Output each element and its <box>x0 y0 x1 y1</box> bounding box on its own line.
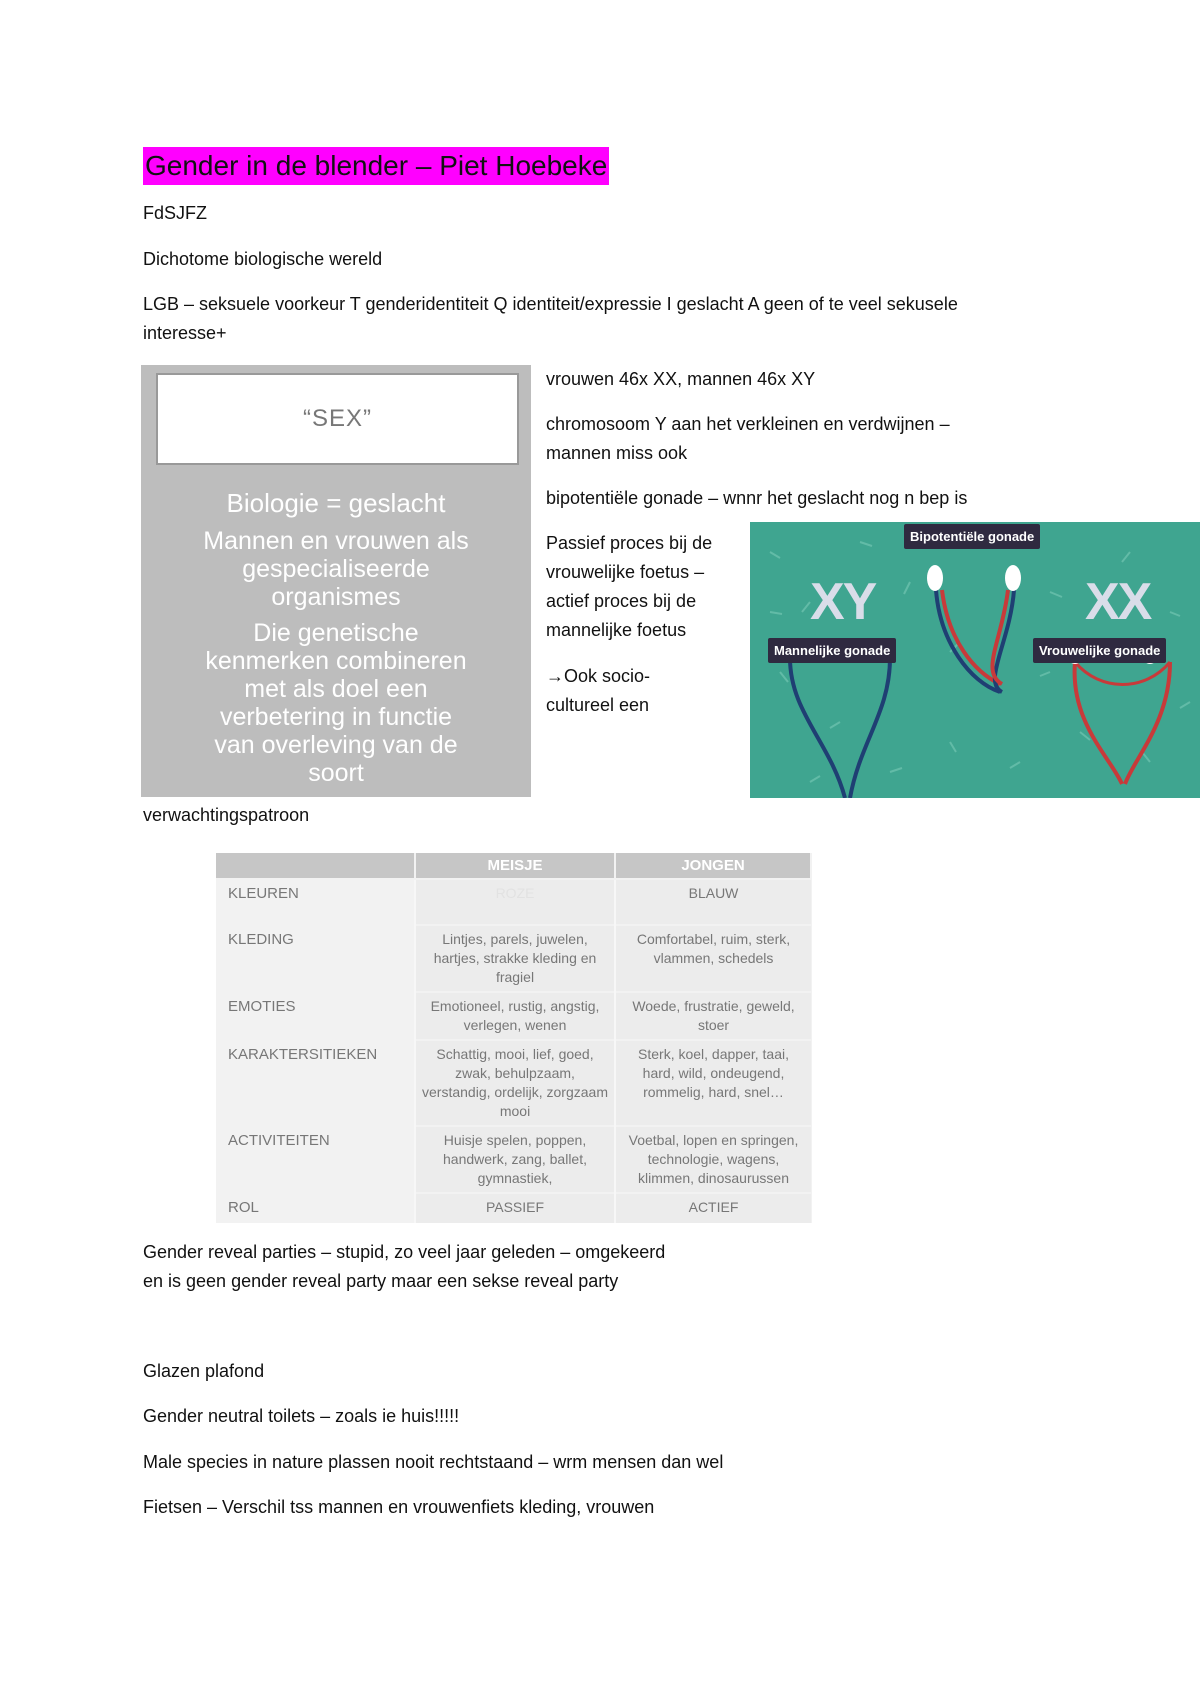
row-label: EMOTIES <box>216 992 415 1040</box>
label-bipotential: Bipotentiële gonade <box>904 524 1040 549</box>
line-process-1: Passief proces bij de <box>546 533 713 553</box>
row-label: KLEDING <box>216 925 415 992</box>
xy-chromosomes: XY <box>810 573 876 631</box>
table-row <box>216 1126 811 1193</box>
gender-stereotype-table <box>216 853 812 1223</box>
slide-body-1: Mannen en vrouwen als gespecialiseerde organismes <box>203 527 469 611</box>
table-header-row <box>216 853 811 879</box>
cell-jongen: Comfortabel, ruim, sterk, vlammen, schedels <box>615 925 811 992</box>
cell-meisje: Lintjes, parels, juwelen, hartjes, strakke kleding en fragiel <box>415 925 615 992</box>
xx-chromosomes: XX <box>1085 573 1151 631</box>
table-row <box>216 925 811 992</box>
line-lgbtqia-2: interesse+ <box>143 323 227 343</box>
line-lgbtqia-1: LGB – seksuele voorkeur T genderidentiteit Q identiteit/expressie I geslacht A geen of te veel sekusele <box>143 294 958 314</box>
line-chromosome-y-1: chromosoom Y aan het verkleinen en verdwijnen – <box>546 414 950 434</box>
line-socio-2: cultureel een <box>546 695 650 715</box>
line-chromosome-y-2: mannen miss ook <box>546 443 688 463</box>
row-label: ACTIVITEITEN <box>216 1126 415 1193</box>
row-label: KLEUREN <box>216 879 415 925</box>
cell-meisje: Emotioneel, rustig, angstig, verlegen, wenen <box>415 992 615 1040</box>
header-empty <box>216 853 415 879</box>
gonad-diagram <box>750 522 1200 798</box>
cell-jongen: ACTIEF <box>615 1193 811 1223</box>
table-row <box>216 1040 811 1126</box>
line-process-3: actief proces bij de <box>546 591 697 611</box>
table-row <box>216 1193 811 1223</box>
line-verwachtingspatroon: verwachtingspatroon <box>143 805 310 825</box>
table-row <box>216 992 811 1040</box>
header-meisje: MEISJE <box>415 853 615 879</box>
arrow-right-icon: → <box>546 666 564 686</box>
cell-jongen: Voetbal, lopen en springen, technologie, wagens, klimmen, dinosaurussen <box>615 1126 811 1193</box>
slide-body-2: Die genetische kenmerken combineren met als doel een verbetering in functie van overleving van de soort <box>205 619 467 787</box>
line-dichotome: Dichotome biologische wereld <box>143 249 383 269</box>
cell-jongen: Woede, frustratie, geweld, stoer <box>615 992 811 1040</box>
line-bipotential: bipotentiële gonade – wnnr het geslacht nog n bep is <box>546 488 968 508</box>
cell-meisje: Schattig, mooi, lief, goed, zwak, behulpzaam, verstandig, ordelijk, zorgzaam mooi <box>415 1040 615 1126</box>
line-socio-1: →Ook socio- <box>546 666 651 686</box>
row-label: ROL <box>216 1193 415 1223</box>
line-gender-reveal-1: Gender reveal parties – stupid, zo veel jaar geleden – omgekeerd <box>143 1242 666 1262</box>
cell-jongen: Sterk, koel, dapper, taai, hard, wild, ondeugend, rommelig, hard, snel… <box>615 1040 811 1126</box>
label-female: Vrouwelijke gonade <box>1033 638 1166 663</box>
line-male-species: Male species in nature plassen nooit rechtstaand – wrm mensen dan wel <box>143 1452 724 1472</box>
row-label: KARAKTERSITIEKEN <box>216 1040 415 1126</box>
cell-meisje: PASSIEF <box>415 1193 615 1223</box>
line-glazen-plafond: Glazen plafond <box>143 1361 265 1381</box>
slide-heading: Biologie = geslacht <box>226 488 446 518</box>
header-jongen: JONGEN <box>615 853 811 879</box>
line-process-4: mannelijke foetus <box>546 620 687 640</box>
document-title: Gender in de blender – Piet Hoebeke <box>143 147 609 185</box>
slide-sex-box: “SEX” <box>156 373 519 465</box>
label-male: Mannelijke gonade <box>768 638 896 663</box>
sex-slide-image <box>141 365 531 797</box>
line-fdsjfz: FdSJFZ <box>143 203 208 223</box>
cell-meisje: Huisje spelen, poppen, handwerk, zang, ballet, gymnastiek, <box>415 1126 615 1193</box>
line-fietsen: Fietsen – Verschil tss mannen en vrouwenfiets kleding, vrouwen <box>143 1497 655 1517</box>
cell-meisje: ROZE <box>415 879 615 925</box>
line-process-2: vrouwelijke foetus – <box>546 562 705 582</box>
table-row <box>216 879 811 925</box>
line-toilets: Gender neutral toilets – zoals ie huis!!!!! <box>143 1406 460 1426</box>
cell-jongen: BLAUW <box>615 879 811 925</box>
line-gender-reveal-2: en is geen gender reveal party maar een sekse reveal party <box>143 1271 619 1291</box>
line-chromosomes: vrouwen 46x XX, mannen 46x XY <box>546 369 816 389</box>
